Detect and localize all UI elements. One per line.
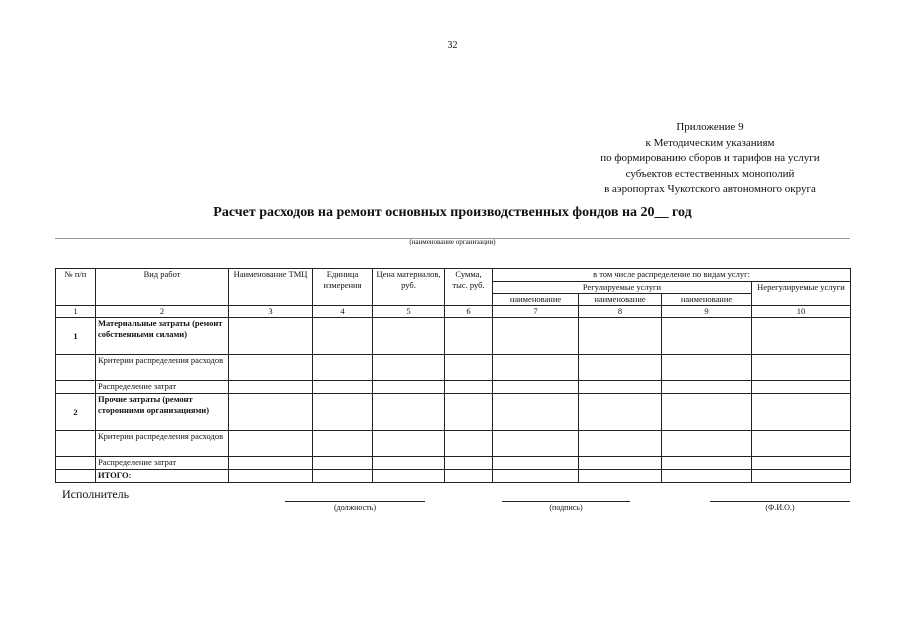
appendix-header: [560, 120, 860, 198]
column-number: 4: [313, 306, 373, 318]
empty-cell: [373, 318, 445, 355]
column-number: 9: [662, 306, 752, 318]
header-price: Цена материалов, руб.: [373, 269, 445, 306]
empty-cell: [493, 318, 579, 355]
empty-cell: [493, 355, 579, 381]
empty-cell: [373, 394, 445, 431]
organization-caption: (наименование организации): [409, 238, 496, 246]
empty-cell: [662, 381, 752, 394]
document-title: Расчет расходов на ремонт основных производственных фондов на 20__ год: [213, 205, 692, 220]
column-number: 10: [752, 306, 851, 318]
empty-cell: [493, 470, 579, 483]
empty-cell: [579, 355, 662, 381]
empty-cell: [493, 381, 579, 394]
empty-cell: [662, 355, 752, 381]
empty-cell: [229, 431, 313, 457]
empty-cell: [56, 431, 96, 457]
empty-cell: [313, 318, 373, 355]
empty-cell: [229, 470, 313, 483]
header-unit: Единица измерения: [313, 269, 373, 306]
column-number: 7: [493, 306, 579, 318]
appendix-line: в аэропортах Чукотского автономного округа: [604, 183, 816, 195]
empty-cell: [752, 318, 851, 355]
header-unregulated: Нерегулируемые услуги: [752, 282, 851, 306]
empty-cell: [313, 381, 373, 394]
appendix-line: к Методическим указаниям: [645, 136, 775, 149]
row-label: Критерии распределения расходов: [96, 431, 229, 457]
empty-cell: [752, 431, 851, 457]
header-regulated: Регулируемые услуги: [493, 282, 752, 294]
empty-cell: [56, 355, 96, 381]
table-row: [56, 355, 851, 381]
section-title: Материальные затраты (ремонт собственными силами): [96, 318, 229, 355]
table-row: [56, 318, 851, 355]
empty-cell: [493, 394, 579, 431]
row-label: Критерии распределения расходов: [96, 355, 229, 381]
header-name-col: наименование: [579, 294, 662, 306]
appendix-line: по формированию сборов и тарифов на услуги: [600, 152, 820, 164]
calculation-table: [55, 268, 851, 483]
column-number: 2: [96, 306, 229, 318]
empty-cell: [662, 457, 752, 470]
empty-cell: [752, 394, 851, 431]
total-label: ИТОГО:: [96, 470, 229, 483]
empty-cell: [662, 431, 752, 457]
empty-cell: [313, 457, 373, 470]
header-work-type: Вид работ: [96, 269, 229, 306]
empty-cell: [229, 381, 313, 394]
empty-cell: [313, 394, 373, 431]
empty-cell: [229, 457, 313, 470]
signature-caption: (подпись): [549, 503, 583, 512]
empty-cell: [445, 457, 493, 470]
empty-cell: [579, 381, 662, 394]
row-number: 1: [56, 318, 96, 355]
column-number: 3: [229, 306, 313, 318]
position-line: [285, 501, 425, 502]
empty-cell: [229, 318, 313, 355]
column-number: 5: [373, 306, 445, 318]
section-title: Прочие затраты (ремонт сторонними организациями): [96, 394, 229, 431]
row-label: Распределение затрат: [96, 381, 229, 394]
empty-cell: [373, 470, 445, 483]
empty-cell: [445, 394, 493, 431]
header-name-col: наименование: [493, 294, 579, 306]
empty-cell: [445, 381, 493, 394]
empty-cell: [752, 457, 851, 470]
empty-cell: [445, 355, 493, 381]
empty-cell: [445, 431, 493, 457]
appendix-line: субъектов естественных монополий: [625, 167, 795, 180]
empty-cell: [229, 355, 313, 381]
empty-cell: [579, 394, 662, 431]
empty-cell: [579, 457, 662, 470]
empty-cell: [56, 470, 96, 483]
empty-cell: [229, 394, 313, 431]
empty-cell: [579, 431, 662, 457]
appendix-line: Приложение 9: [676, 121, 744, 133]
column-number: 6: [445, 306, 493, 318]
column-number: 1: [56, 306, 96, 318]
empty-cell: [445, 470, 493, 483]
empty-cell: [56, 381, 96, 394]
empty-cell: [752, 470, 851, 483]
column-number: 8: [579, 306, 662, 318]
empty-cell: [752, 381, 851, 394]
header-tmc-name: Наименование ТМЦ: [229, 269, 313, 306]
table-row: [56, 457, 851, 470]
table-row-total: [56, 470, 851, 483]
position-caption: (должность): [334, 503, 376, 512]
fio-caption: (Ф.И.О.): [765, 503, 795, 512]
table-row: [56, 431, 851, 457]
empty-cell: [579, 318, 662, 355]
empty-cell: [662, 394, 752, 431]
empty-cell: [313, 355, 373, 381]
header-sum: Сумма, тыс. руб.: [445, 269, 493, 306]
empty-cell: [373, 355, 445, 381]
empty-cell: [662, 470, 752, 483]
empty-cell: [493, 431, 579, 457]
fio-line: [710, 501, 850, 502]
empty-cell: [373, 457, 445, 470]
executor-label: Исполнитель: [62, 487, 130, 501]
page-number: 32: [447, 40, 458, 51]
header-distribution: в том числе распределение по видам услуг:: [493, 269, 851, 282]
empty-cell: [445, 318, 493, 355]
empty-cell: [313, 431, 373, 457]
header-name-col: наименование: [662, 294, 752, 306]
empty-cell: [373, 431, 445, 457]
table-row: [56, 381, 851, 394]
empty-cell: [373, 381, 445, 394]
empty-cell: [579, 470, 662, 483]
empty-cell: [662, 318, 752, 355]
table-row: [56, 394, 851, 431]
empty-cell: [56, 457, 96, 470]
header-number: № п/п: [56, 269, 96, 306]
empty-cell: [313, 470, 373, 483]
row-label: Распределение затрат: [96, 457, 229, 470]
signature-line: [502, 501, 630, 502]
row-number: 2: [56, 394, 96, 431]
empty-cell: [493, 457, 579, 470]
empty-cell: [752, 355, 851, 381]
